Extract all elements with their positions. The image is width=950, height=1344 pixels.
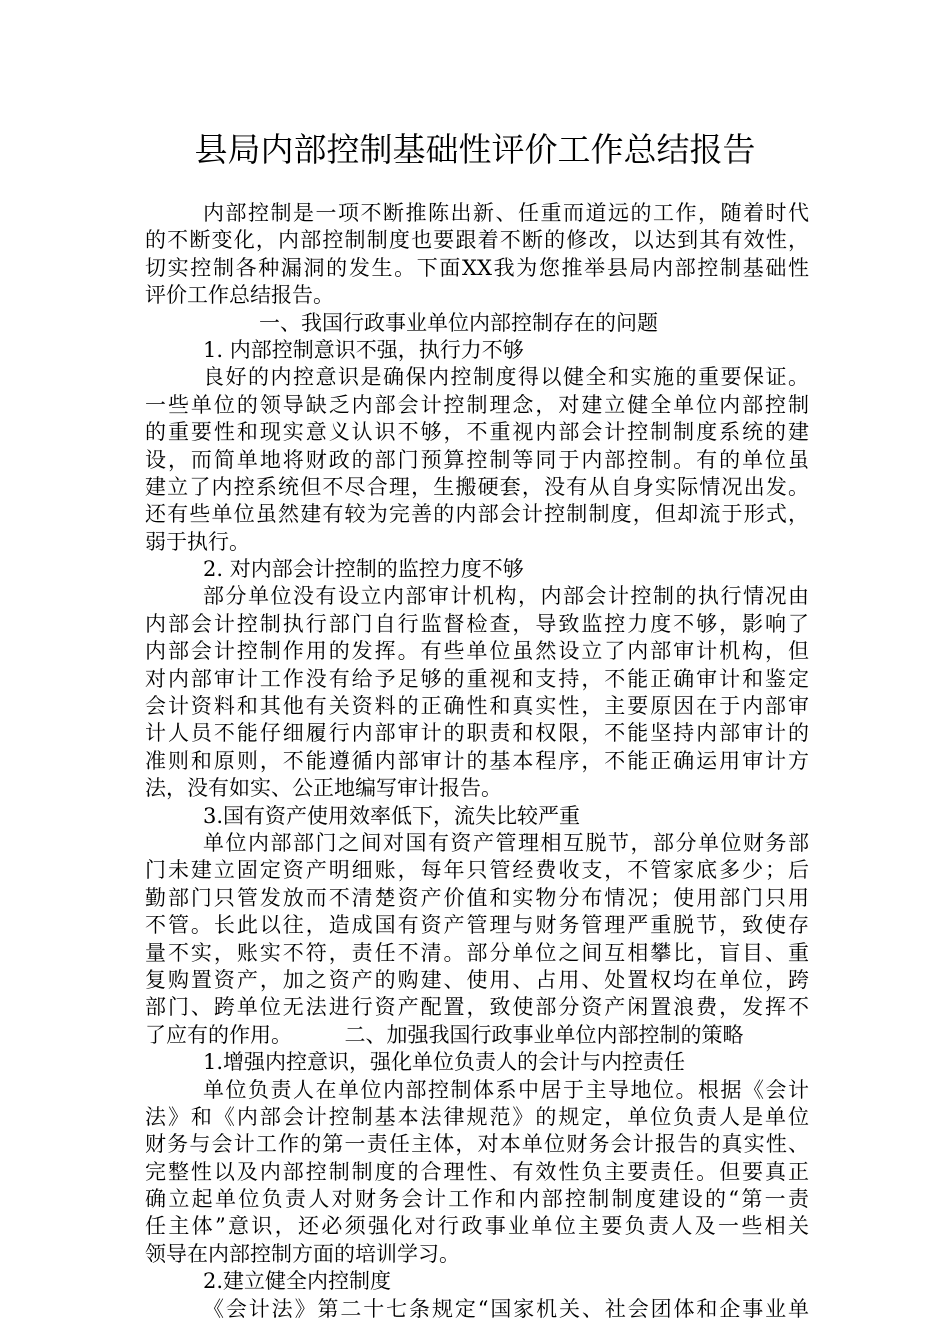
paragraph-line: 法》和《内部会计控制基本法律规范》的规定，单位负责人是单位 [145, 1104, 809, 1129]
section-heading: 一、我国行政事业单位内部控制存在的问题 [259, 310, 658, 335]
subsection-heading: 2. 对内部会计控制的监控力度不够 [203, 557, 524, 582]
paragraph-line: 确立起单位负责人对财务会计工作和内部控制制度建设的“第一责 [145, 1187, 809, 1212]
paragraph-line: 设，而简单地将财政的部门预算控制等同于内部控制。有的单位虽 [145, 447, 809, 472]
paragraph-line: 会计资料和其他有关资料的正确性和真实性，主要原因在于内部审 [145, 694, 809, 719]
paragraph-line: 一些单位的领导缺乏内部会计控制理念，对建立健全单位内部控制 [145, 392, 809, 417]
paragraph-line: 完整性以及内部控制制度的合理性、有效性负主要责任。但要真正 [145, 1159, 809, 1184]
paragraph-line: 法，没有如实、公正地编写审计报告。 [145, 776, 502, 801]
document-body [145, 200, 809, 1323]
subsection-heading: 1. 内部控制意识不强，执行力不够 [203, 337, 524, 362]
paragraph-line: 切实控制各种漏洞的发生。下面XX我为您推举县局内部控制基础性 [145, 255, 809, 280]
paragraph-line: 任主体”意识，还必须强化对行政事业单位主要负责人及一些相关 [145, 1214, 809, 1239]
paragraph-line: 勤部门只管发放而不清楚资产价值和实物分布情况；使用部门只用 [145, 885, 809, 910]
paragraph-line: 内部会计控制执行部门自行监督检查，导致监控力度不够，影响了 [145, 611, 809, 636]
paragraph-line: 评价工作总结报告。 [145, 283, 334, 308]
subsection-heading: 2.建立健全内控制度 [203, 1269, 392, 1294]
paragraph-line: 单位负责人在单位内部控制体系中居于主导地位。根据《会计 [203, 1077, 809, 1102]
paragraph-line: 量不实，账实不符，责任不清。部分单位之间互相攀比，盲目、重 [145, 940, 809, 965]
paragraph-line: 计人员不能仔细履行内部审计的职责和权限，不能坚持内部审计的 [145, 721, 809, 746]
paragraph-line: 了应有的作用。 二、加强我国行政事业单位内部控制的策略 [145, 1022, 744, 1047]
paragraph-line: 门未建立固定资产明细账，每年只管经费收支，不管家底多少；后 [145, 858, 809, 883]
paragraph-line: 内部控制是一项不断推陈出新、任重而道远的工作，随着时代 [203, 201, 809, 225]
paragraph-line: 部门、跨单位无法进行资产配置，致使部分资产闲置浪费，发挥不 [145, 995, 809, 1020]
paragraph-line: 准则和原则，不能遵循内部审计的基本程序，不能正确运用审计方 [145, 748, 809, 773]
paragraph-line: 还有些单位虽然建有较为完善的内部会计控制制度，但却流于形式， [145, 502, 809, 527]
paragraph-line: 领导在内部控制方面的培训学习。 [145, 1241, 460, 1266]
paragraph-line: 单位内部部门之间对国有资产管理相互脱节，部分单位财务部 [203, 830, 809, 855]
paragraph-line: 不管。长此以往，造成国有资产管理与财务管理严重脱节，致使存 [145, 913, 809, 938]
paragraph-line: 复购置资产，加之资产的购建、使用、占用、处置权均在单位，跨 [145, 967, 809, 992]
paragraph-line: 《会计法》第二十七条规定“国家机关、社会团体和企事业单 [203, 1296, 809, 1321]
paragraph-line: 建立了内控系统但不尽合理，生搬硬套，没有从自身实际情况出发。 [145, 474, 809, 499]
document-title: 县局内部控制基础性评价工作总结报告 [194, 130, 756, 169]
paragraph-line: 的重要性和现实意义认识不够，不重视内部会计控制制度系统的建 [145, 420, 809, 445]
paragraph-line: 对内部审计工作没有给予足够的重视和支持，不能正确审计和鉴定 [145, 666, 809, 691]
paragraph-line: 弱于执行。 [145, 529, 250, 554]
paragraph-line: 部分单位没有设立内部审计机构，内部会计控制的执行情况由 [203, 584, 809, 609]
subsection-heading: 3.国有资产使用效率低下，流失比较严重 [203, 803, 581, 828]
paragraph-line: 良好的内控意识是确保内控制度得以健全和实施的重要保证。 [203, 365, 809, 390]
subsection-heading: 1.增强内控意识，强化单位负责人的会计与内控责任 [203, 1050, 686, 1075]
paragraph-line: 内部会计控制作用的发挥。有些单位虽然设立了内部审计机构，但 [145, 639, 809, 664]
paragraph-line: 财务与会计工作的第一责任主体，对本单位财务会计报告的真实性、 [145, 1132, 809, 1157]
paragraph-line: 的不断变化，内部控制制度也要跟着不断的修改，以达到其有效性， [145, 228, 809, 253]
